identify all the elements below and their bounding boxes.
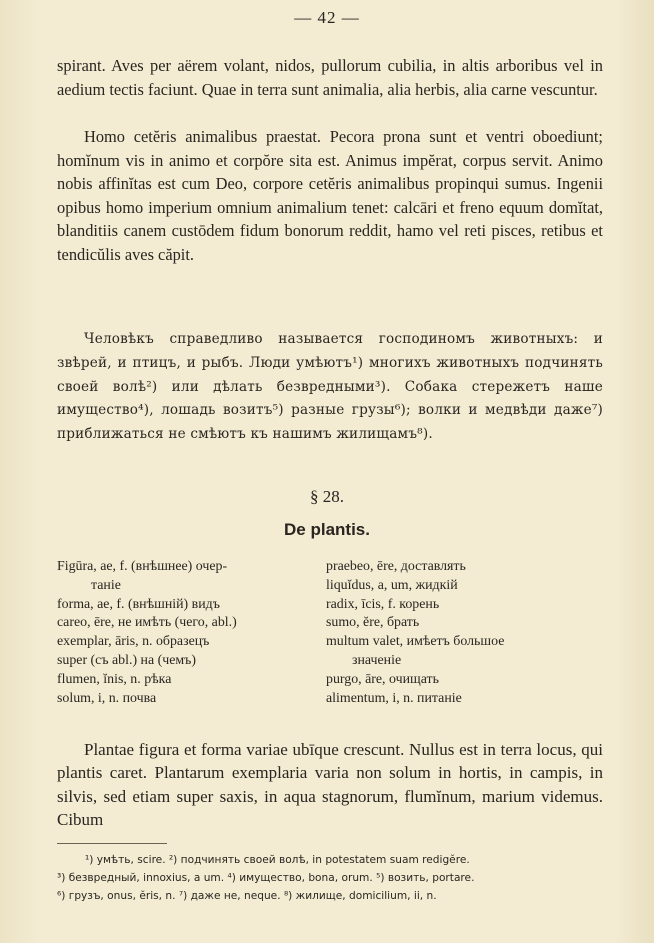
- vocab-entry: purgo, āre, очищать: [326, 671, 439, 687]
- page-number: — 42 —: [294, 8, 360, 27]
- vocab-entry: таніе: [91, 577, 121, 593]
- vocab-entry: Figūra, ae, f. (внѣшнее) очер-: [57, 559, 228, 574]
- paragraph-text: Человѣкъ справедливо называется господиномъ животныхъ: и звѣрей, и птицъ, и рыбъ. Люди умѣютъ¹) многихъ животныхъ подчинять своей волѣ²) или дѣлать безвредными³). Собака стережетъ наше имущество⁴), лошадь возитъ⁵) разные грузы⁶); волки и медвѣди даже⁷) приближаться не смѣютъ къ нашимъ жилищамъ⁸).: [57, 331, 603, 443]
- vocab-entry: liquĭdus, a, um, жидкій: [326, 577, 458, 593]
- section-number: § 28.: [310, 487, 344, 506]
- vocabulary-left-column: [57, 558, 319, 708]
- paragraph-latin-3: [57, 738, 603, 832]
- section-heading: De plantis.: [284, 520, 370, 539]
- footnote-divider: [57, 843, 167, 844]
- vocab-entry: radix, īcis, f. корень: [326, 596, 440, 612]
- paragraph-latin-1: [57, 54, 603, 101]
- vocab-entry: praebeo, ēre, доставлять: [326, 559, 466, 574]
- footnote-line: ⁶) грузъ, onus, ĕris, n. ⁷) даже не, neque. ⁸) жилище, domicilium, ii, n.: [57, 889, 437, 902]
- vocab-entry: flumen, ĭnis, n. рѣка: [57, 671, 172, 687]
- vocabulary-right-column: [326, 558, 616, 708]
- vocab-entry: forma, ae, f. (внѣшній) видъ: [57, 596, 220, 612]
- vocab-entry: super (съ abl.) на (чемъ): [57, 652, 196, 668]
- paragraph-text: Plantae figura et forma variae ubīque crescunt. Nullus est in terra locus, qui plantis caret. Plantarum exemplaria varia non solum in hortis, in campis, in silvis, sed etiam super saxis, in aqua stagnorum, flumĭnum, marium videmus. Cibum: [57, 740, 603, 830]
- vocab-entry: solum, i, n. почва: [57, 690, 157, 706]
- vocab-entry: значеніе: [352, 652, 402, 668]
- vocab-entry: exemplar, āris, n. образецъ: [57, 634, 210, 650]
- paragraph-text: Homo cetĕris animalibus praestat. Pecora prona sunt et ventri oboediunt; homĭnum vis in animo et corpŏre sita est. Animus impĕrat, corpus servit. Animo nobis affinĭtas est cum Deo, corpore cetĕris animalibus propinqui sumus. Ingenii opibus homo imperium omnium animalium tenet: calcāri et freno equum domĭtat, blanditiis canem custōdem fidum bonorum reddit, hamo vel reti pisces, retibus et tendicŭlis aves căpit.: [57, 127, 603, 264]
- paragraph-latin-2: [57, 125, 603, 267]
- footnote-line: ³) безвредный, innoxius, a um. ⁴) имущество, bona, orum. ⁵) возить, portare.: [57, 871, 475, 884]
- paragraph-russian: [57, 328, 603, 447]
- footnote-line: ¹) умѣть, scire. ²) подчинять своей волѣ, in potestatem suam redigĕre.: [85, 854, 470, 866]
- vocab-entry: careo, ēre, не имѣть (чего, abl.): [57, 615, 237, 631]
- footnotes: [57, 852, 603, 905]
- paragraph-text: spirant. Aves per aërem volant, nidos, pullorum cubilia, in altis arboribus vel in aedium tectis faciunt. Quae in terra sunt animalia, alia herbis, alia carne vescuntur.: [57, 56, 603, 99]
- vocab-entry: sumo, ĕre, брать: [326, 615, 420, 631]
- vocab-entry: multum valet, имѣетъ большое: [326, 634, 505, 650]
- vocab-entry: alimentum, i, n. питаніе: [326, 690, 462, 706]
